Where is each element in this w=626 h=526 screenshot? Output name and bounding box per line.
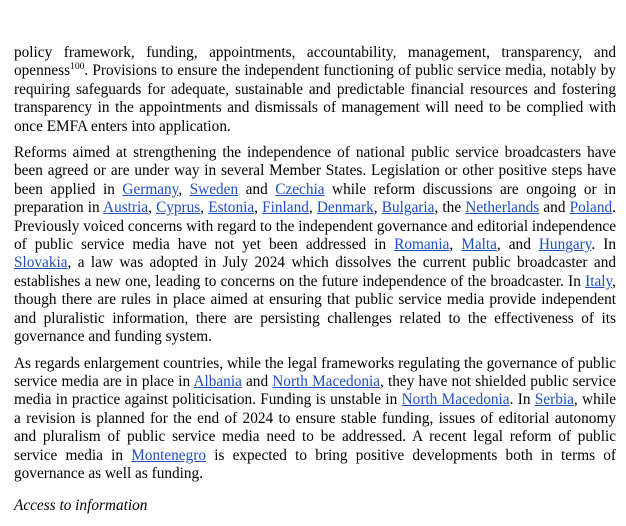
text: , [308, 199, 317, 217]
link-cyprus[interactable]: Cyprus [156, 199, 201, 217]
text: , [200, 199, 209, 217]
link-montenegro[interactable]: Montenegro [131, 446, 206, 464]
paragraph-psm-framework [14, 44, 616, 136]
text: and [241, 372, 273, 390]
text: , though there are rules in place aimed at ensuring that public service media provide independent and pluralistic information, there are persisting challenges related to the effectiveness of its governance and funding system. [14, 272, 616, 346]
link-netherlands[interactable]: Netherlands [465, 199, 540, 217]
text: , they have not shielded public service media in practice against politicisation. Funding is unstable in [14, 372, 617, 409]
document-page [14, 44, 616, 516]
text: , the [434, 199, 466, 217]
text: policy framework, funding, appointments, accountability, management, transparency, and openness [14, 44, 616, 80]
text: . In [509, 391, 535, 409]
text: . Previously voiced concerns with regard to the independent governance and editorial independence of public service media have not yet been addressed in [14, 199, 616, 254]
footnote-ref[interactable]: 100 [70, 62, 85, 73]
text: . In [591, 236, 616, 254]
text: , [254, 199, 263, 217]
text: , and [496, 236, 539, 254]
text: and [238, 180, 276, 198]
link-czechia[interactable]: Czechia [275, 180, 325, 198]
link-hungary[interactable]: Hungary [538, 236, 592, 254]
paragraph-enlargement-countries [14, 355, 616, 484]
text: , while a revision is planned for the end of 2024 to ensure stable funding, issues of editorial autonomy and pluralism of public service media need to be addressed. A recent legal reform of public service media in [14, 391, 617, 464]
link-bulgaria[interactable]: Bulgaria [381, 199, 435, 217]
text: , [148, 199, 157, 217]
text: while reform discussions are ongoing or in preparation in [14, 180, 616, 217]
link-germany[interactable]: Germany [122, 180, 179, 198]
text: . Provisions to ensure the independent functioning of public service media, notably by requiring safeguards for adequate, sustainable and predictable financial resources and fostering transparency in the appointments and dismissals of management will need to be complied with once EMFA enters into application. [14, 62, 616, 135]
link-austria[interactable]: Austria [103, 199, 149, 217]
link-poland[interactable]: Poland [569, 199, 613, 217]
link-malta[interactable]: Malta [461, 236, 497, 254]
link-romania[interactable]: Romania [394, 236, 450, 254]
text: , [449, 236, 462, 254]
text: , [178, 180, 190, 198]
link-north-macedonia[interactable]: North Macedonia [401, 391, 510, 409]
text: is expected to bring positive developments both in terms of governance as well as funding. [14, 446, 616, 482]
text: As regards enlargement countries, while the legal frameworks regulating the governance of public service media are in place in [14, 354, 616, 390]
paragraph-member-states [14, 144, 616, 346]
link-italy[interactable]: Italy [585, 272, 613, 290]
text: , [373, 199, 382, 217]
text: Reforms aimed at strengthening the independence of national public service broadcasters have been agreed or are under way in several Member States. Legislation or other positive steps have been applied in [14, 144, 616, 198]
link-north-macedonia[interactable]: North Macedonia [272, 372, 381, 390]
text: , a law was adopted in July 2024 which dissolves the current public broadcaster and establishes a new one, leading to concerns on the future independence of the broadcaster. In [14, 254, 616, 290]
text: and [539, 199, 570, 217]
link-sweden[interactable]: Sweden [189, 180, 239, 198]
link-finland[interactable]: Finland [262, 199, 309, 217]
section-heading-access-to-information: Access to information [14, 497, 148, 515]
link-denmark[interactable]: Denmark [316, 199, 374, 217]
link-slovakia[interactable]: Slovakia [14, 254, 68, 272]
link-serbia[interactable]: Serbia [534, 391, 574, 409]
link-estonia[interactable]: Estonia [208, 199, 255, 217]
link-albania[interactable]: Albania [193, 372, 242, 390]
